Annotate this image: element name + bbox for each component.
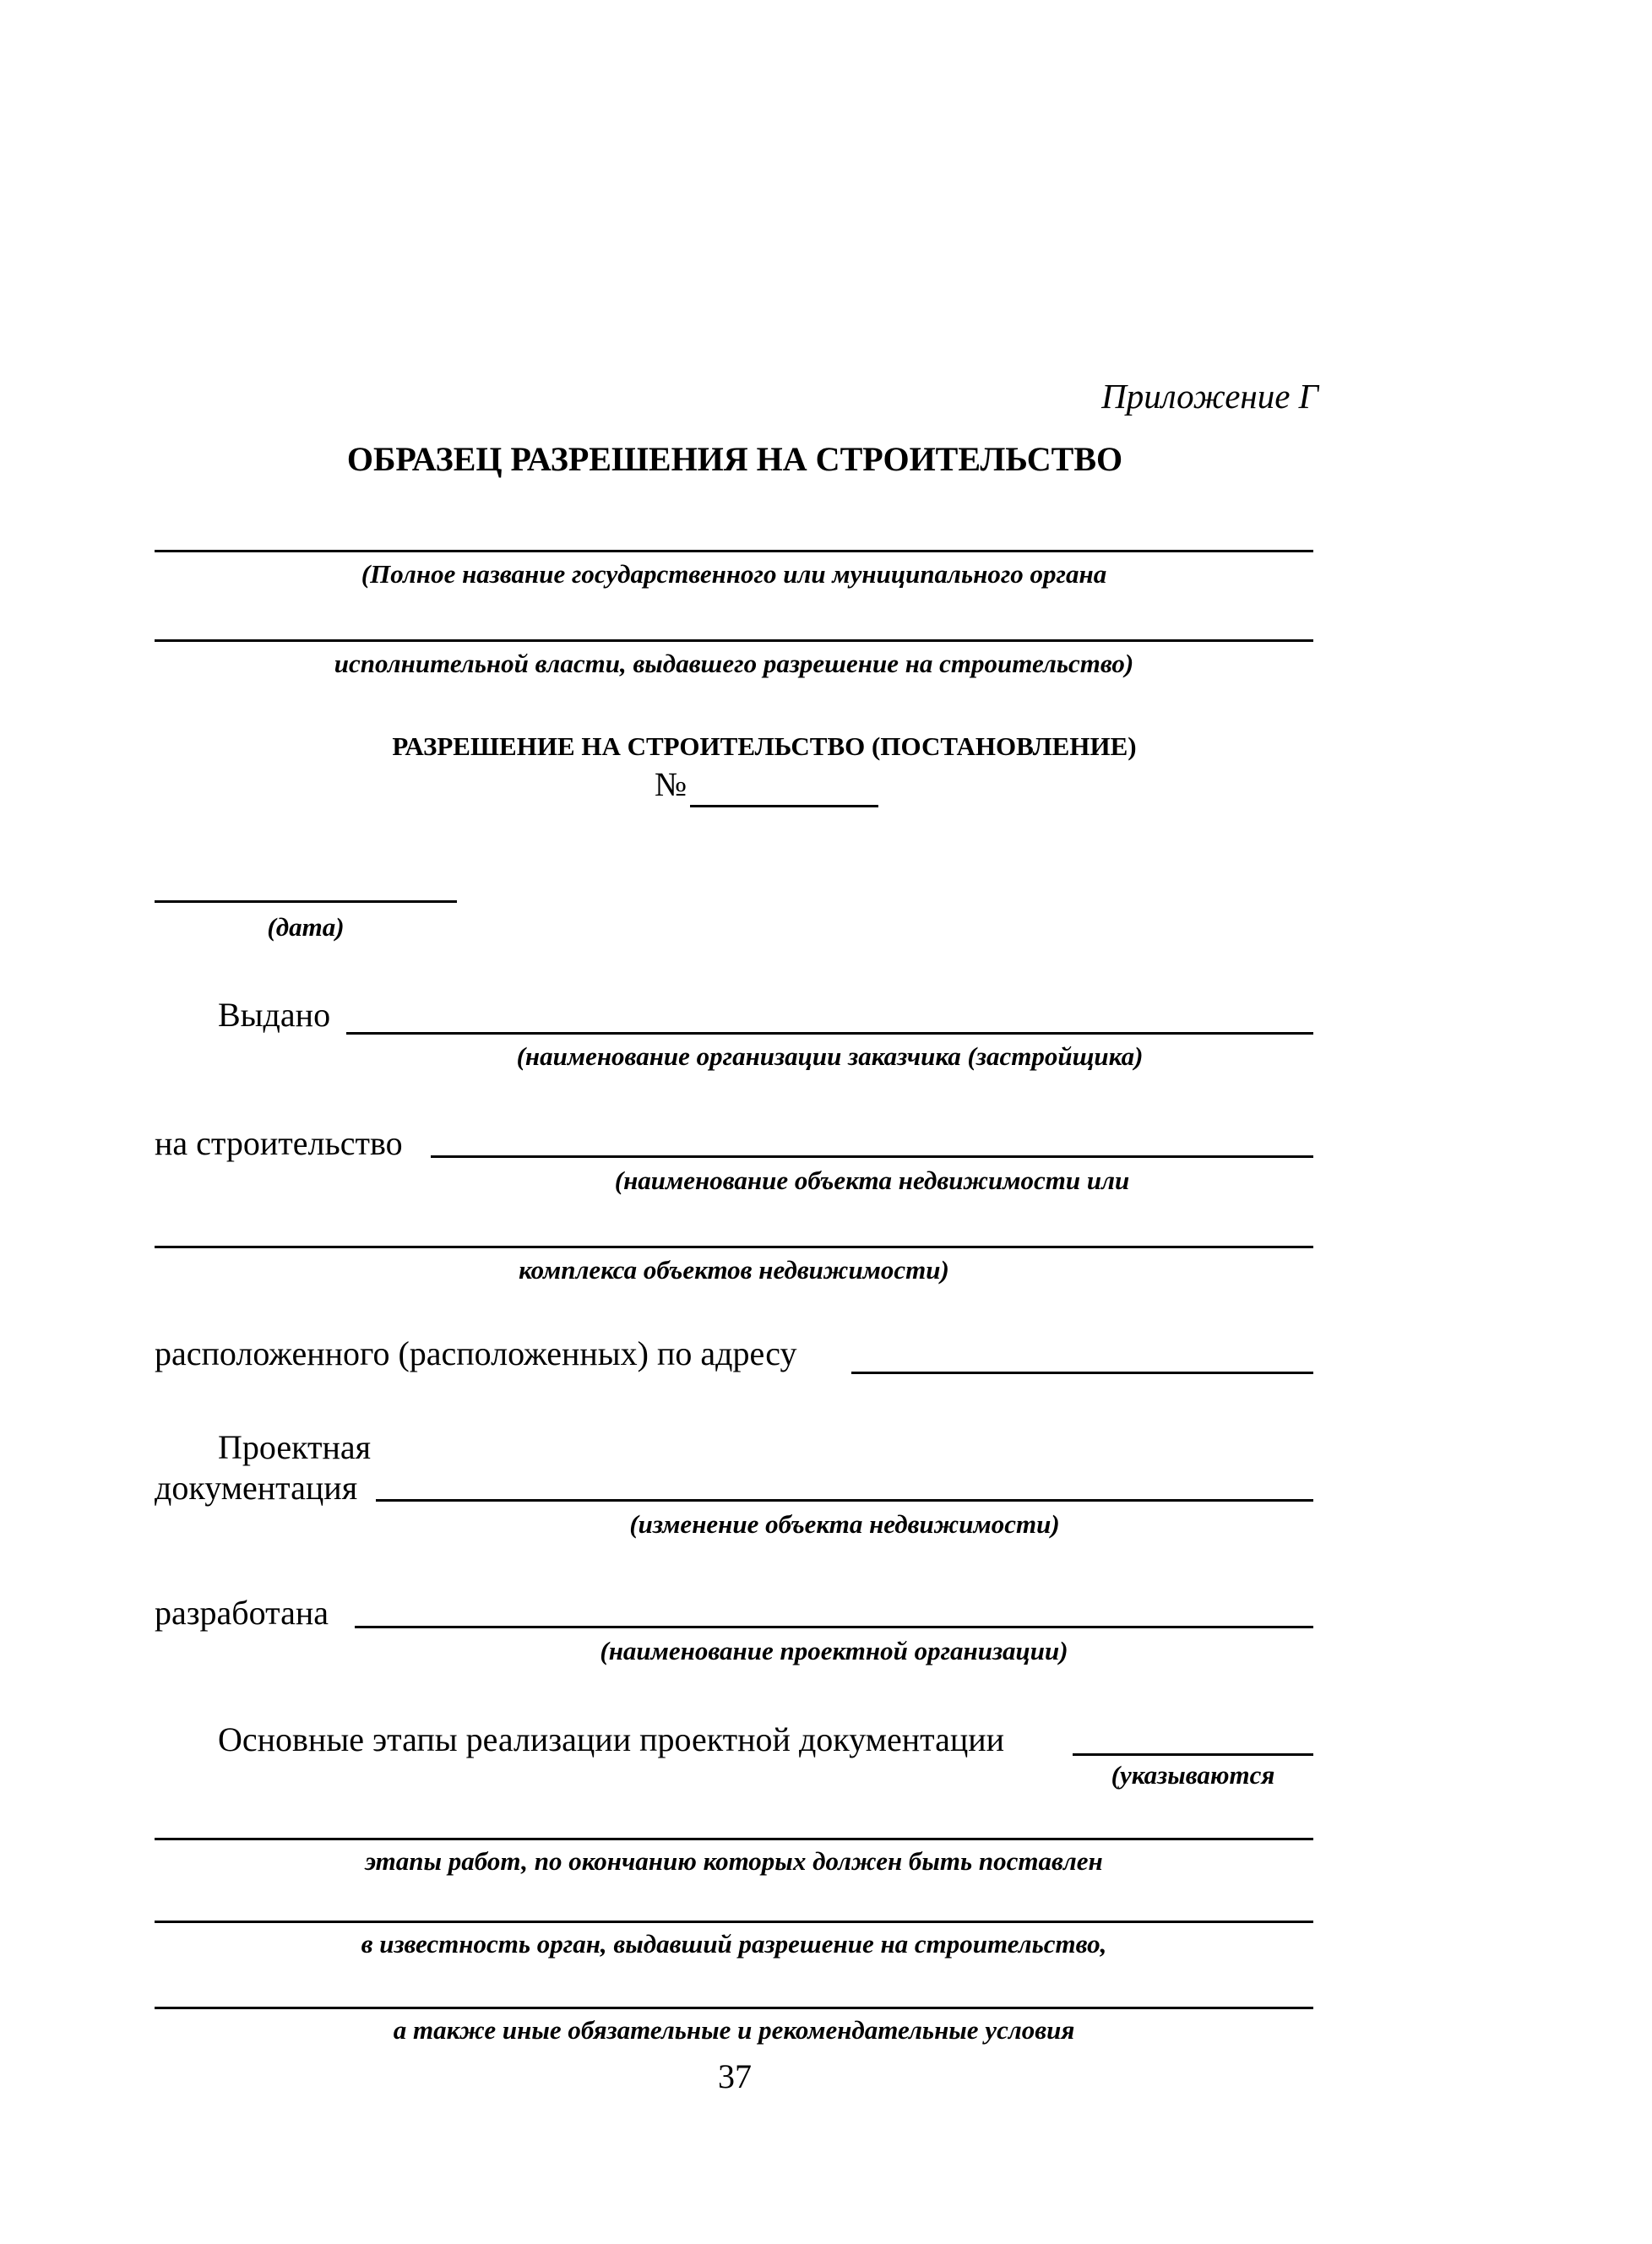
number-label: №: [655, 765, 687, 803]
authority-caption-1: (Полное название государственного или муниципального органа: [361, 559, 1107, 589]
document-title: РАЗРЕШЕНИЕ НА СТРОИТЕЛЬСТВО (ПОСТАНОВЛЕНИЕ): [392, 731, 1137, 761]
stages-caption-2: этапы работ, по окончанию которых должен быть поставлен: [365, 1846, 1103, 1876]
stages-caption-3: в известность орган, выдавший разрешение на строительство,: [361, 1929, 1107, 1959]
construction-line-2[interactable]: [155, 1246, 1313, 1248]
authority-caption-2: исполнительной власти, выдавшего разрешение на строительство): [334, 649, 1134, 678]
developed-label: разработана: [155, 1594, 329, 1632]
address-label: расположенного (расположенных) по адресу: [155, 1334, 797, 1372]
stages-line-2[interactable]: [155, 1838, 1313, 1840]
stages-line-1[interactable]: [1073, 1753, 1313, 1756]
stages-line-3[interactable]: [155, 1921, 1313, 1923]
construction-caption-2: комплекса объектов недвижимости): [519, 1255, 949, 1285]
issued-line[interactable]: [346, 1032, 1313, 1035]
project-docs-caption: (изменение объекта недвижимости): [629, 1509, 1060, 1539]
appendix-label: Приложение Г: [1101, 377, 1318, 416]
stages-line-4[interactable]: [155, 2007, 1313, 2009]
project-docs-label-2: документация: [155, 1469, 358, 1507]
developed-line[interactable]: [355, 1626, 1313, 1628]
number-line[interactable]: [690, 805, 878, 807]
date-caption: (дата): [267, 912, 345, 942]
project-docs-line[interactable]: [376, 1499, 1313, 1502]
issued-caption: (наименование организации заказчика (застройщика): [516, 1041, 1144, 1071]
page-number: 37: [718, 2057, 752, 2095]
authority-line-2[interactable]: [155, 639, 1313, 642]
construction-line-1[interactable]: [431, 1155, 1313, 1158]
stages-caption-1: (указываются: [1111, 1760, 1275, 1790]
construction-caption-1: (наименование объекта недвижимости или: [614, 1165, 1130, 1195]
construction-label: на строительство: [155, 1124, 403, 1162]
project-docs-label-1: Проектная: [218, 1428, 372, 1466]
stages-caption-4: а также иные обязательные и рекомендательные условия: [393, 2015, 1075, 2045]
authority-line-1[interactable]: [155, 550, 1313, 552]
developed-caption: (наименование проектной организации): [600, 1636, 1068, 1665]
stages-label: Основные этапы реализации проектной документации: [218, 1720, 1005, 1758]
main-title: ОБРАЗЕЦ РАЗРЕШЕНИЯ НА СТРОИТЕЛЬСТВО: [346, 440, 1123, 478]
address-line[interactable]: [851, 1372, 1313, 1374]
date-line[interactable]: [155, 900, 457, 903]
issued-label: Выдано: [218, 996, 331, 1034]
